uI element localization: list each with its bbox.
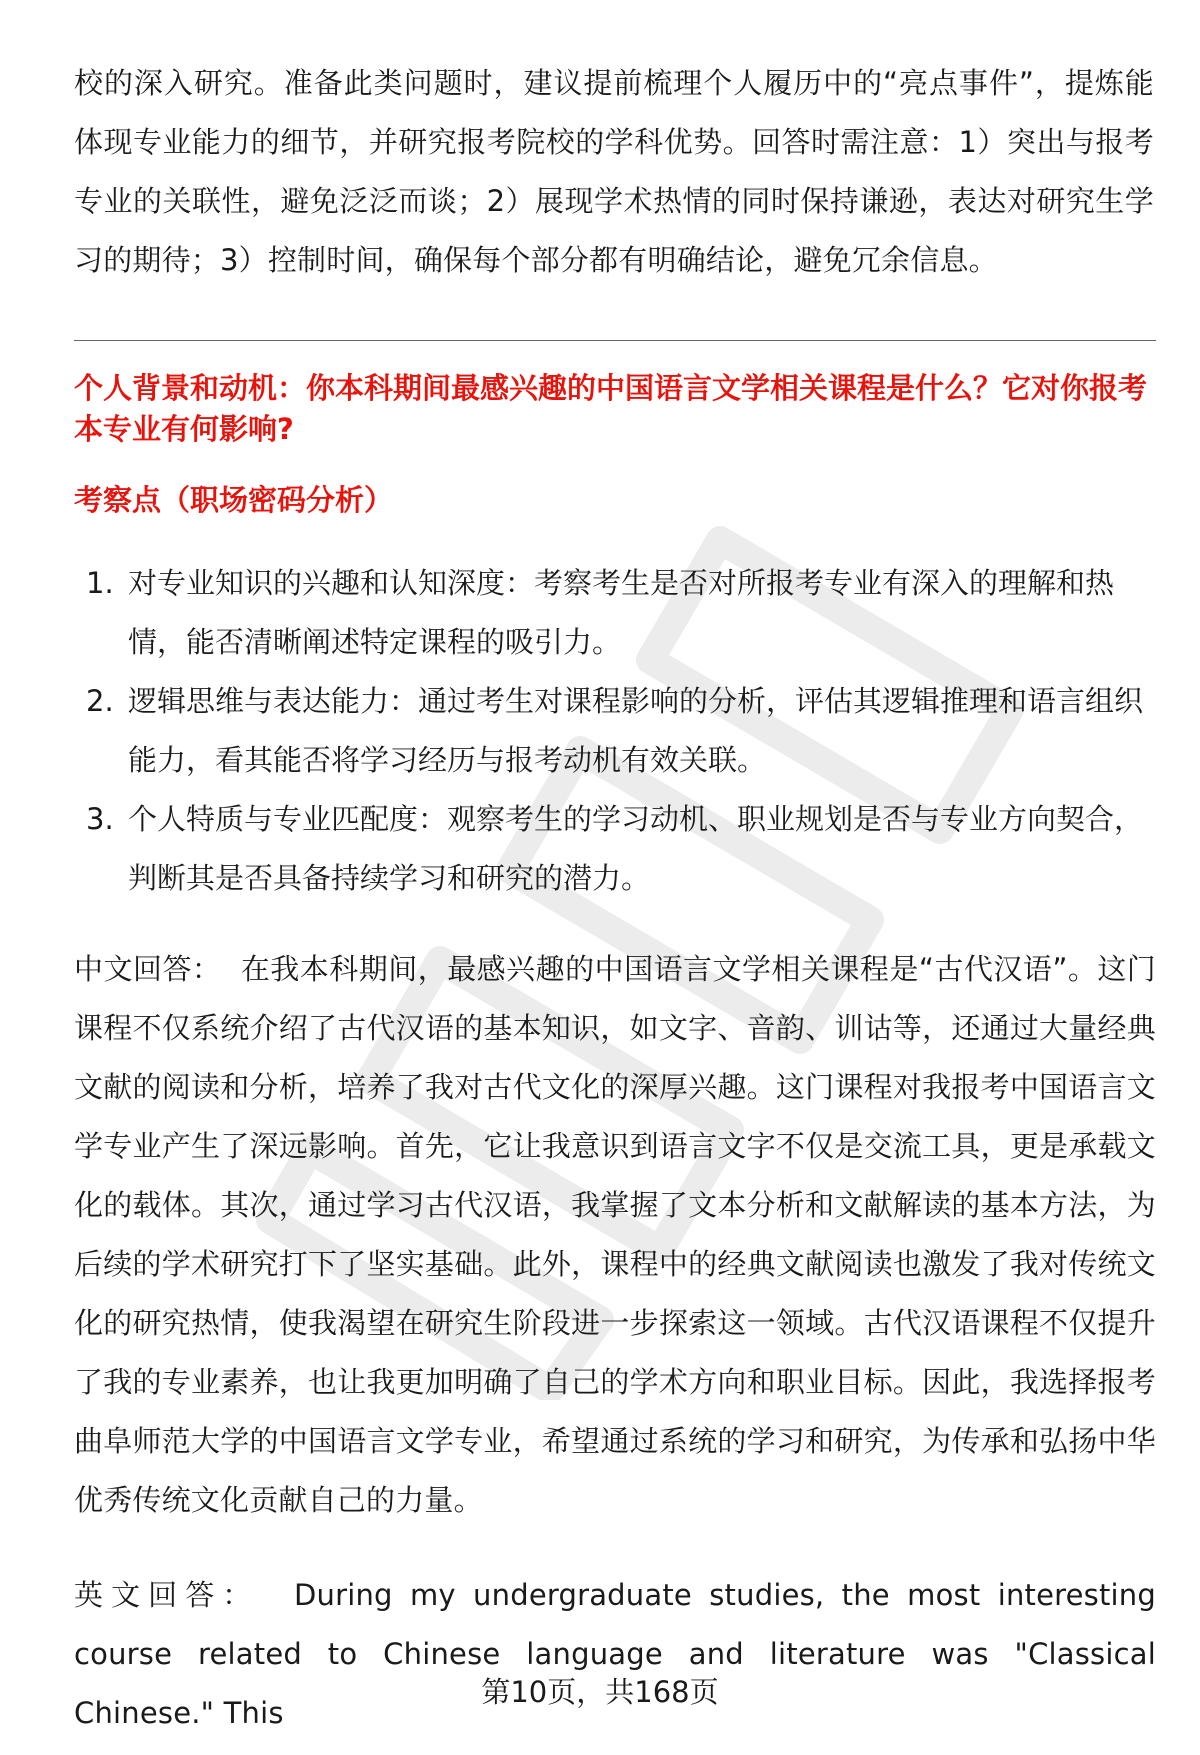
assessment-title: 考察点（职场密码分析）: [74, 483, 394, 517]
chinese-answer-text: 在我本科期间，最感兴趣的中国语言文学相关课程是“古代汉语”。这门课程不仅系统介绍了古代汉语的基本知识，如文字、音韵、训诂等，还通过大量经典文献的阅读和分析，培养了我对古代文化的深厚兴趣。这门课程对我报考中国语言文学专业产生了深远影响。首先，它让我意识到语言文字不仅是交流工具，更是承载文化的载体。其次，通过学习古代汉语，我掌握了文本分析和文献解读的基本方法，为后续的学术研究打下了坚实基础。此外，课程中的经典文献阅读也激发了我对传统文化的研究热情，使我渴望在研究生阶段进一步探索这一领域。古代汉语课程不仅提升了我的专业素养，也让我更加明确了自己的学术方向和职业目标。因此，我选择报考曲阜师范大学的中国语言文学专业，希望通过系统的学习和研究，为传承和弘扬中华优秀传统文化贡献自己的力量。: [74, 952, 1156, 1517]
list-item: [74, 672, 1154, 790]
top-section: [74, 54, 1154, 290]
english-answer: [74, 1566, 1156, 1743]
list-text: 个人特质与专业匹配度：观察考生的学习动机、职业规划是否与专业方向契合，判断其是否具备持续学习和研究的潜力。: [128, 802, 1144, 895]
english-answer-text: During my undergraduate studies, the most interesting course related to Chinese language and literature was "Classical Chinese." This: [74, 1578, 1156, 1730]
chinese-answer: [74, 940, 1156, 1530]
question-heading: 个人背景和动机：你本科期间最感兴趣的中国语言文学相关课程是什么？它对你报考本专业有何影响?: [74, 371, 1148, 446]
page-number: 第10页，共168页: [481, 1675, 719, 1709]
assessment-points: [74, 554, 1154, 908]
english-answer-paragraph: [74, 1566, 1156, 1743]
list-text: 对专业知识的兴趣和认知深度：考察考生是否对所报考专业有深入的理解和热情，能否清晰阐述特定课程的吸引力。: [128, 566, 1115, 659]
list-number: 3.: [86, 802, 114, 836]
list-number: 1.: [86, 566, 114, 600]
list-number: 2.: [86, 684, 114, 718]
list-item: [74, 554, 1154, 672]
list-item: [74, 790, 1154, 908]
list-text: 逻辑思维与表达能力：通过考生对课程影响的分析，评估其逻辑推理和语言组织能力，看其能否将学习经历与报考动机有效关联。: [128, 684, 1144, 777]
chinese-answer-paragraph: [74, 940, 1156, 1530]
intro-paragraph: 校的深入研究。准备此类问题时，建议提前梳理个人履历中的“亮点事件”，提炼能体现专业能力的细节，并研究报考院校的学科优势。回答时需注意：1）突出与报考专业的关联性，避免泛泛而谈；2）展现学术热情的同时保持谦逊，表达对研究生学习的期待；3）控制时间，确保每个部分都有明确结论，避免冗余信息。: [74, 66, 1154, 277]
english-answer-label: 英文回答：: [74, 1578, 260, 1612]
chinese-answer-label: 中文回答：: [74, 952, 222, 986]
section-divider: [74, 340, 1156, 341]
